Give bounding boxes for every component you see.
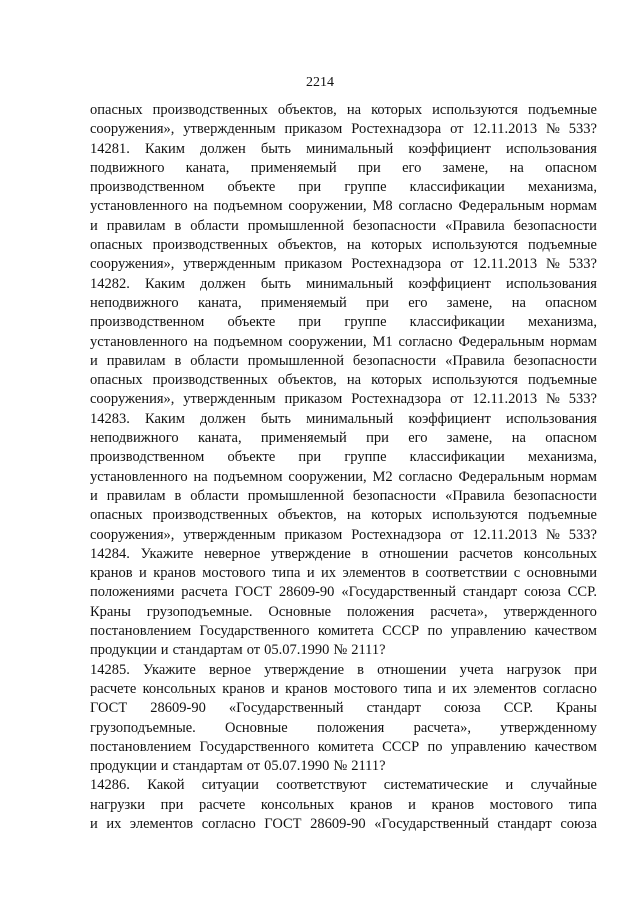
text-line: 14286. Какой ситуации соответствуют систематические и случайные bbox=[90, 777, 597, 794]
text-line: кранов и кранов мостового типа и их элементов в соответствии с основными bbox=[90, 565, 597, 582]
text-line: и их элементов согласно ГОСТ 28609-90 «Государственный стандарт союза bbox=[90, 815, 597, 832]
text-line: нагрузки при расчете консольных кранов и кранов мостового типа bbox=[90, 796, 597, 813]
text-line: и правилам в области промышленной безопасности «Правила безопасности bbox=[90, 352, 597, 369]
text-line: установленного на подъемном сооружении, М8 согласно Федеральным нормам bbox=[90, 198, 597, 215]
text-line: положениями расчета ГОСТ 28609-90 «Государственный стандарт союза ССР. bbox=[90, 584, 597, 601]
text-line: расчете консольных кранов и кранов мостового типа и их элементов согласно bbox=[90, 680, 597, 697]
text-line: опасных производственных объектов, на которых используются подъемные bbox=[90, 102, 597, 118]
text-line: неподвижного каната, применяемый при его замене, на опасном bbox=[90, 430, 597, 447]
text-line: грузоподъемные. Основные положения расчета», утвержденному bbox=[90, 719, 597, 736]
text-line: и правилам в области промышленной безопасности «Правила безопасности bbox=[90, 487, 597, 504]
document-text bbox=[90, 101, 597, 834]
text-line: ГОСТ 28609-90 «Государственный стандарт союза ССР. Краны bbox=[90, 700, 597, 717]
text-line: сооружения», утвержденным приказом Ростехнадзора от 12.11.2013 № 533? bbox=[90, 121, 597, 138]
text-line: опасных производственных объектов, на которых используются подъемные bbox=[90, 372, 597, 389]
text-line: продукции и стандартам от 05.07.1990 № 2111? bbox=[90, 642, 386, 659]
text-line: сооружения», утвержденным приказом Ростехнадзора от 12.11.2013 № 533? bbox=[90, 526, 597, 543]
text-line: и правилам в области промышленной безопасности «Правила безопасности bbox=[90, 217, 597, 234]
text-line: установленного на подъемном сооружении, М1 согласно Федеральным нормам bbox=[90, 333, 597, 350]
text-line: постановлением Государственного комитета СССР по управлению качеством bbox=[90, 623, 597, 640]
text-line: неподвижного каната, применяемый при его замене, на опасном bbox=[90, 294, 597, 311]
text-line: опасных производственных объектов, на которых используются подъемные bbox=[90, 237, 597, 254]
text-line: продукции и стандартам от 05.07.1990 № 2111? bbox=[90, 758, 386, 775]
text-line: производственном объекте при группе классификации механизма, bbox=[90, 449, 597, 466]
text-line: Краны грузоподъемные. Основные положения расчета», утвержденного bbox=[90, 603, 597, 620]
text-line: 14285. Укажите верное утверждение в отношении учета нагрузок при bbox=[90, 661, 597, 678]
text-line: производственном объекте при группе классификации механизма, bbox=[90, 314, 597, 331]
text-line: подвижного каната, применяемый при его замене, на опасном bbox=[90, 159, 597, 176]
text-line: сооружения», утвержденным приказом Ростехнадзора от 12.11.2013 № 533? bbox=[90, 256, 597, 273]
text-line: 14284. Укажите неверное утверждение в отношении расчетов консольных bbox=[90, 545, 597, 562]
text-line: сооружения», утвержденным приказом Ростехнадзора от 12.11.2013 № 533? bbox=[90, 391, 597, 408]
text-line: 14282. Каким должен быть минимальный коэффициент использования bbox=[90, 275, 597, 292]
text-line: установленного на подъемном сооружении, М2 согласно Федеральным нормам bbox=[90, 468, 597, 485]
text-line: опасных производственных объектов, на которых используются подъемные bbox=[90, 507, 597, 524]
text-line: 14281. Каким должен быть минимальный коэффициент использования bbox=[90, 140, 597, 157]
text-line: 14283. Каким должен быть минимальный коэффициент использования bbox=[90, 410, 597, 427]
text-line: производственном объекте при группе классификации механизма, bbox=[90, 179, 597, 196]
text-line: постановлением Государственного комитета СССР по управлению качеством bbox=[90, 738, 597, 755]
page-number: 2214 bbox=[306, 75, 334, 90]
